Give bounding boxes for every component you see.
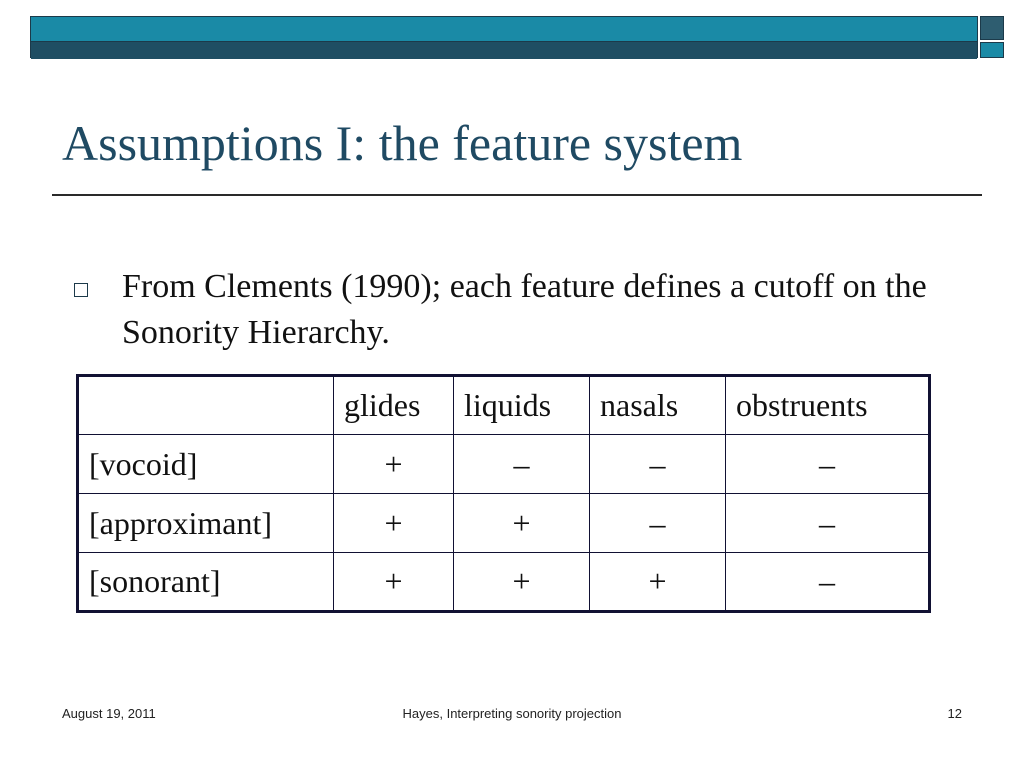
table-cell: + <box>454 553 590 612</box>
footer-page-number: 12 <box>947 706 962 721</box>
header-accent-square-bottom <box>980 42 1004 58</box>
header-accent-square-top <box>980 16 1004 40</box>
feature-table <box>76 374 931 613</box>
bullet-square-icon <box>74 283 88 297</box>
row-feature-label: [vocoid] <box>78 435 334 494</box>
header-accent-stripe <box>31 41 977 59</box>
table-header-liquids: liquids <box>454 376 590 435</box>
row-feature-label: [approximant] <box>78 494 334 553</box>
title-divider <box>52 194 982 196</box>
table-cell: + <box>334 494 454 553</box>
bullet-text: From Clements (1990); each feature defines a cutoff on the Sonority Hierarchy. <box>122 268 927 351</box>
table-cell: – <box>590 435 726 494</box>
slide-title: Assumptions I: the feature system <box>62 115 743 171</box>
header-accent-bar <box>30 16 978 58</box>
table-row <box>78 435 930 494</box>
table-cell: + <box>454 494 590 553</box>
footer-caption: Hayes, Interpreting sonority projection <box>402 706 622 721</box>
table-cell: – <box>454 435 590 494</box>
table-header-row <box>78 376 930 435</box>
footer-date: August 19, 2011 <box>62 706 156 721</box>
table-cell: + <box>334 553 454 612</box>
table-cell: – <box>590 494 726 553</box>
row-feature-label: [sonorant] <box>78 553 334 612</box>
table-row <box>78 494 930 553</box>
table-cell: + <box>590 553 726 612</box>
table-header-glides: glides <box>334 376 454 435</box>
table-cell: – <box>726 553 930 612</box>
table-header-nasals: nasals <box>590 376 726 435</box>
table-header-corner <box>78 376 334 435</box>
table-cell: + <box>334 435 454 494</box>
table-cell: – <box>726 494 930 553</box>
table-row <box>78 553 930 612</box>
table-cell: – <box>726 435 930 494</box>
table-header-obstruents: obstruents <box>726 376 930 435</box>
